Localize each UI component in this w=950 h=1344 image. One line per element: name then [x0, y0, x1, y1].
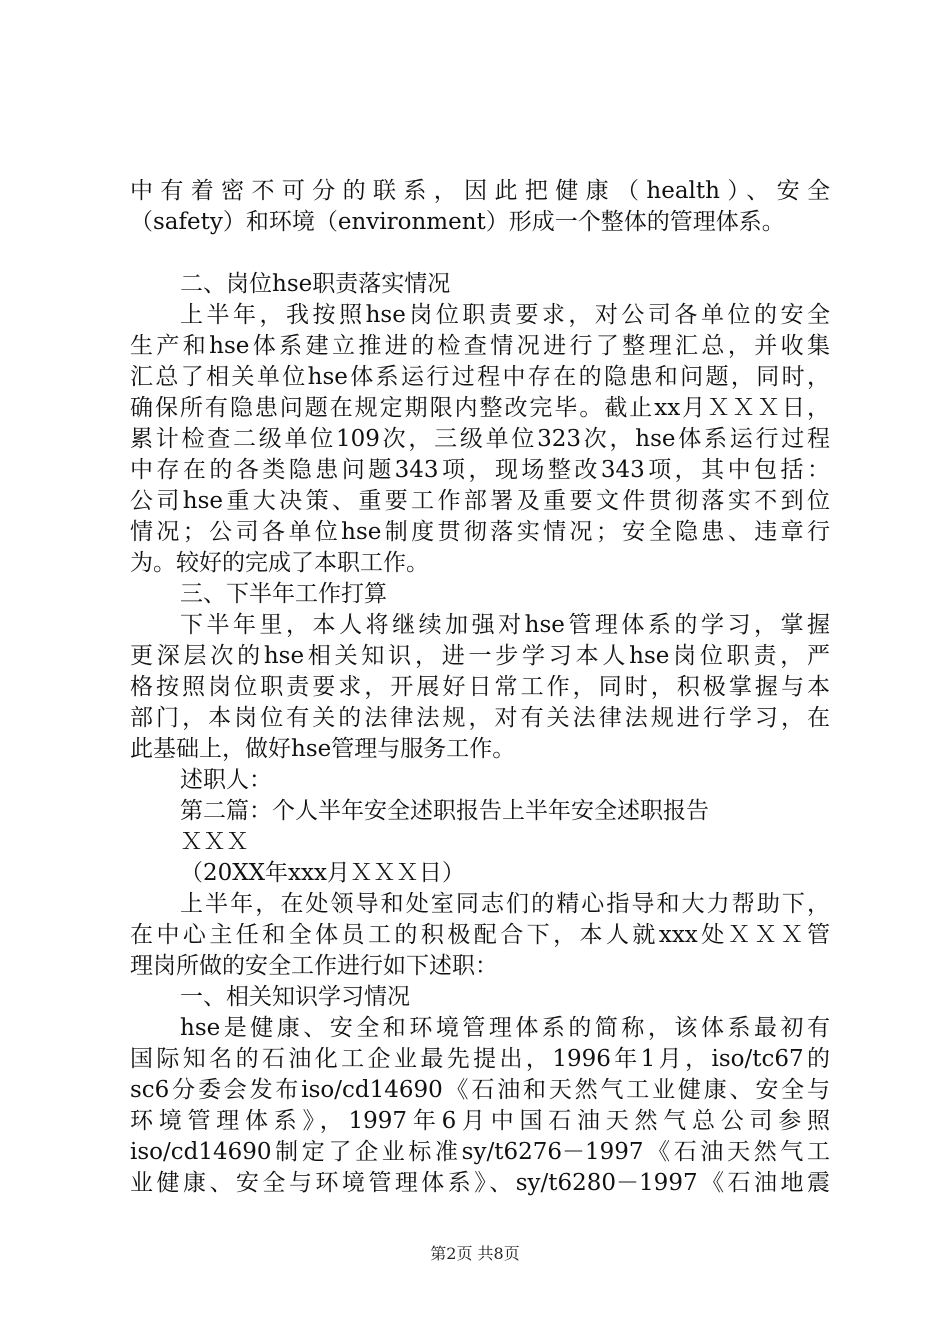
report-date: （20XX年xxx月ＸＸＸ日） [180, 860, 465, 886]
text-line: sc6分委会发布iso/cd14690《石油和天然气工业健康、安全与 [130, 1077, 830, 1103]
text-line: 下半年里，本人将继续加强对hse管理体系的学习，掌握 [180, 612, 830, 638]
section-heading: 三、下半年工作打算 [180, 581, 387, 607]
text-line: 累计检查二级单位109次，三级单位323次，hse体系运行过程 [130, 426, 830, 452]
text-line: 业健康、安全与环境管理体系》、sy/t6280－1997《石油地震 [130, 1170, 830, 1196]
section-heading: 二、岗位hse职责落实情况 [180, 271, 451, 297]
text-line: 公司hse重大决策、重要工作部署及重要文件贯彻落实不到位 [130, 488, 830, 514]
text-line: 理岗所做的安全工作进行如下述职： [130, 953, 498, 979]
signature-label: 述职人： [180, 767, 272, 793]
text-line: 此基础上，做好hse管理与服务工作。 [130, 736, 516, 762]
text-line: hse是健康、安全和环境管理体系的简称，该体系最初有 [180, 1015, 830, 1041]
text-line: 中有着密不可分的联系，因此把健康（health）、安全 [130, 178, 830, 204]
text-line: 情况；公司各单位hse制度贯彻落实情况；安全隐患、违章行 [130, 519, 830, 545]
chapter-title: 第二篇：个人半年安全述职报告上半年安全述职报告 [180, 798, 709, 824]
text-line: （safety）和环境（environment）形成一个整体的管理体系。 [130, 209, 785, 235]
text-line: 在中心主任和全体员工的积极配合下，本人就xxx处ＸＸＸ管 [130, 922, 830, 948]
text-line: 上半年，我按照hse岗位职责要求，对公司各单位的安全 [180, 302, 830, 328]
text-line: 汇总了相关单位hse体系运行过程中存在的隐患和问题，同时， [130, 364, 830, 390]
text-line: 生产和hse体系建立推进的检查情况进行了整理汇总，并收集 [130, 333, 830, 359]
author-name: ＸＸＸ [180, 829, 249, 855]
text-line: 国际知名的石油化工企业最先提出，1996年1月，iso/tc67的 [130, 1046, 830, 1072]
text-line: 为。较好的完成了本职工作。 [130, 550, 429, 576]
document-body [130, 176, 830, 1199]
text-line: 确保所有隐患问题在规定期限内整改完毕。截止xx月ＸＸＸ日， [130, 395, 830, 421]
paragraph-spacer [130, 238, 830, 269]
text-line: iso/cd14690制定了企业标准sy/t6276－1997《石油天然气工 [130, 1139, 830, 1165]
text-line: 更深层次的hse相关知识，进一步学习本人hse岗位职责，严 [130, 643, 830, 669]
section-heading: 一、相关知识学习情况 [180, 984, 410, 1010]
text-line: 上半年，在处领导和处室同志们的精心指导和大力帮助下， [180, 891, 830, 917]
text-line: 部门，本岗位有关的法律法规，对有关法律法规进行学习，在 [130, 705, 830, 731]
text-line: 中存在的各类隐患问题343项，现场整改343项，其中包括： [130, 457, 830, 483]
text-line: 格按照岗位职责要求，开展好日常工作，同时，积极掌握与本 [130, 674, 830, 700]
text-line: 环境管理体系》，1997年6月中国石油天然气总公司参照 [130, 1108, 830, 1134]
page-number-footer: 第2页 共8页 [430, 1244, 520, 1263]
